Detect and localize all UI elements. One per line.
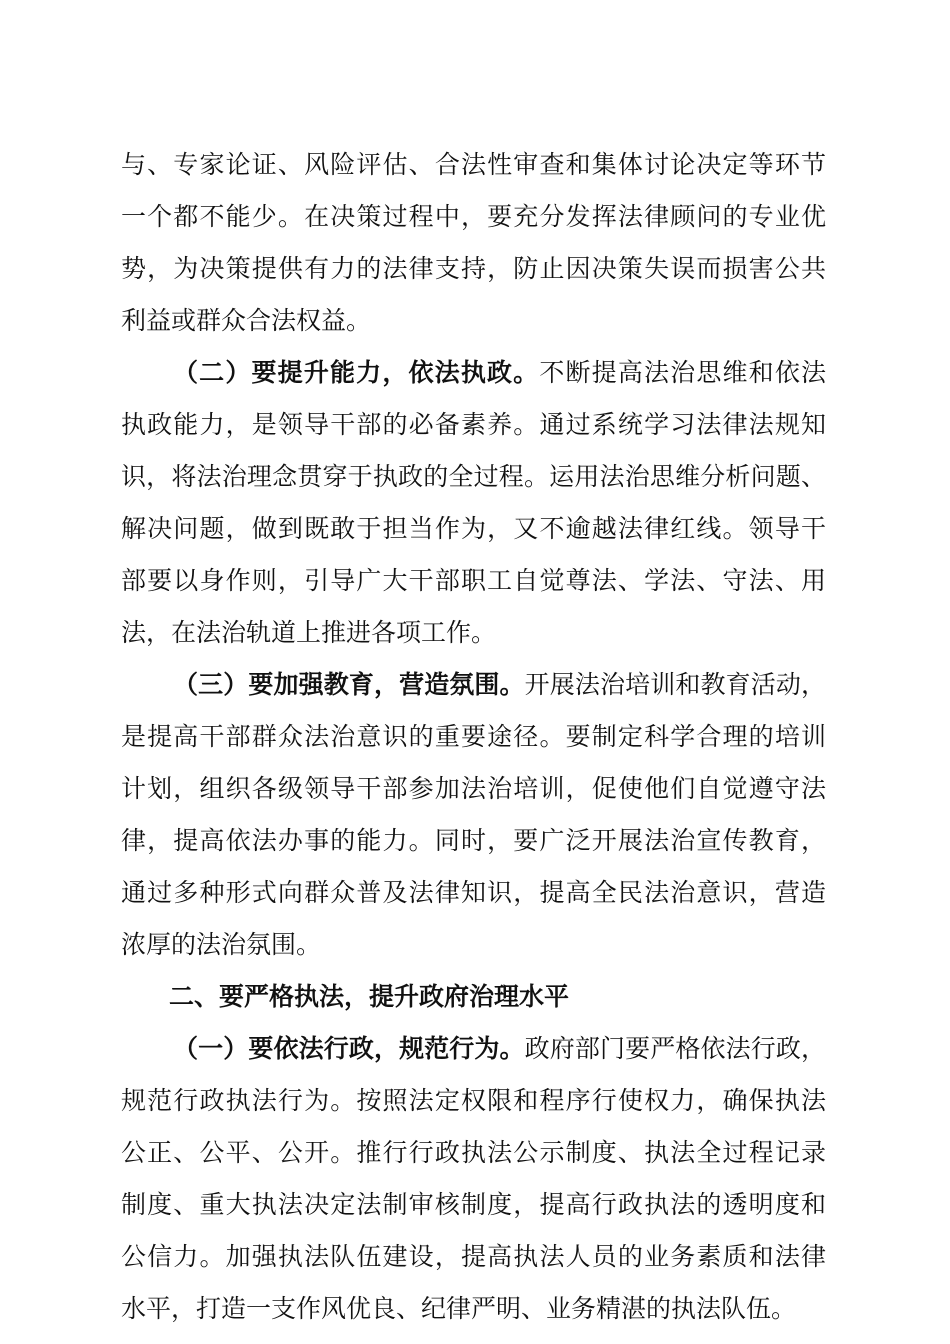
text-line <box>121 659 826 711</box>
paragraph-lead: （三）要加强教育，营造氛围。 <box>173 670 525 699</box>
text-line: 公信力。加强执法队伍建设，提高执法人员的业务素质和法律 <box>121 1242 826 1271</box>
text-line: 是提高干部群众法治意识的重要途径。要制定科学合理的培训 <box>121 722 826 751</box>
text-run: 不断提高法治思维和依法 <box>539 358 826 387</box>
text-line: 部要以身作则，引导广大干部职工自觉尊法、学法、守法、用 <box>121 566 826 595</box>
paragraph-decision-process <box>121 139 826 347</box>
text-line: 识，将法治理念贯穿于执政的全过程。运用法治思维分析问题、 <box>121 462 826 491</box>
text-line: 法，在法治轨道上推进各项工作。 <box>121 618 497 647</box>
section-heading: 二、要严格执法，提升政府治理水平 <box>169 982 570 1011</box>
text-run: 开展法治培训和教育活动， <box>524 670 826 699</box>
text-line: 制度、重大执法决定法制审核制度，提高行政执法的透明度和 <box>121 1190 826 1219</box>
text-line: 计划，组织各级领导干部参加法治培训，促使他们自觉遵守法 <box>121 774 826 803</box>
paragraph-lead: （二）要提升能力，依法执政。 <box>173 358 540 387</box>
text-run: 政府部门要严格依法行政， <box>524 1034 826 1063</box>
text-line: 水平，打造一支作风优良、纪律严明、业务精湛的执法队伍。 <box>121 1294 797 1323</box>
text-line <box>121 347 826 399</box>
text-line: 利益或群众合法权益。 <box>121 306 372 335</box>
paragraph-improve-ability <box>121 347 826 659</box>
document-body <box>121 139 826 1335</box>
text-line: 公正、公平、公开。推行行政执法公示制度、执法全过程记录 <box>121 1138 826 1167</box>
paragraph-strengthen-education <box>121 659 826 971</box>
text-line: 律，提高依法办事的能力。同时，要广泛开展法治宣传教育， <box>121 826 826 855</box>
text-line <box>121 1023 826 1075</box>
text-line: 规范行政执法行为。按照法定权限和程序行使权力，确保执法 <box>121 1086 826 1115</box>
text-line: 与、专家论证、风险评估、合法性审查和集体讨论决定等环节 <box>121 150 826 179</box>
text-line: 一个都不能少。在决策过程中，要充分发挥法律顾问的专业优 <box>121 202 826 231</box>
paragraph-lawful-administration <box>121 1023 826 1335</box>
text-line: 通过多种形式向群众普及法律知识，提高全民法治意识，营造 <box>121 878 826 907</box>
text-line: 执政能力，是领导干部的必备素养。通过系统学习法律法规知 <box>121 410 826 439</box>
paragraph-lead: （一）要依法行政，规范行为。 <box>173 1034 525 1063</box>
text-line: 势，为决策提供有力的法律支持，防止因决策失误而损害公共 <box>121 254 826 283</box>
text-line: 浓厚的法治氛围。 <box>121 930 322 959</box>
text-line: 解决问题，做到既敢于担当作为，又不逾越法律红线。领导干 <box>121 514 826 543</box>
